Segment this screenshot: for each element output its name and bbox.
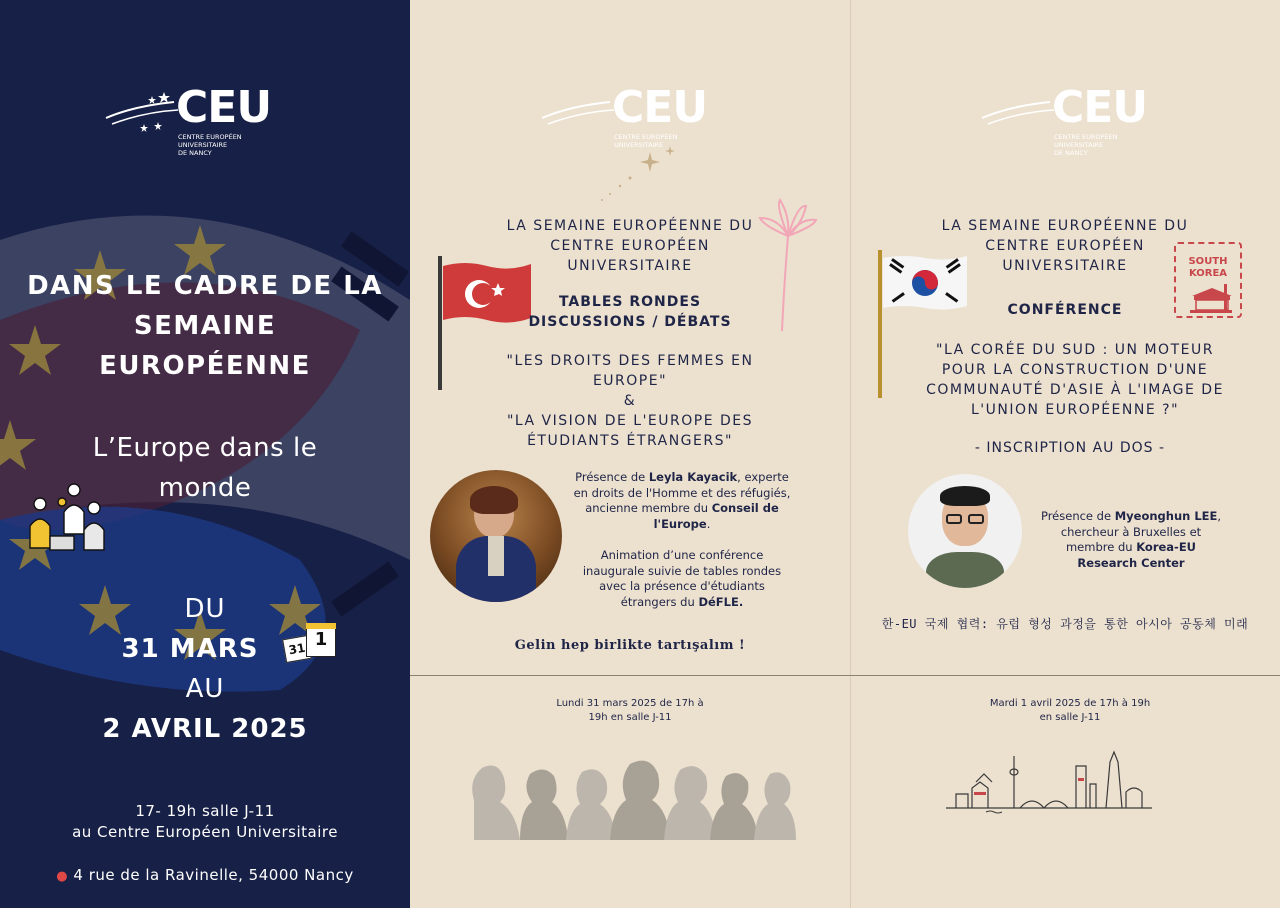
speaker-name: Myeonghun LEE (1114, 509, 1218, 523)
event-heading: LA SEMAINE EUROPÉENNE DU CENTRE EUROPÉEN UNIVERSITAIRE (941, 218, 1189, 274)
flower-decoration (758, 196, 818, 336)
registration-note: - INSCRIPTION AU DOS - (974, 440, 1166, 456)
animation-info: Animation d’une conférence inaugurale suivie de tables rondes avec la présence d'étudiants étrangers du DéFLE. (582, 548, 782, 609)
event-type: TABLES RONDES DISCUSSIONS / DÉBATS (528, 294, 732, 330)
calendar-icon: 31 1 (284, 621, 338, 663)
logo-swoosh-icon (104, 88, 184, 132)
logo-wordmark: CEU (176, 82, 272, 133)
panel-korea (850, 0, 1280, 908)
speaker-photo (430, 470, 562, 602)
women-silhouettes (460, 740, 796, 840)
left-subtitle: L’Europe dans le monde (92, 433, 318, 503)
logo-subtitle-city: DE NANCY (1054, 149, 1088, 157)
logo-subtitle-city: DE NANCY (178, 149, 212, 157)
logo-wordmark: CEU (612, 82, 708, 133)
event-type: CONFÉRENCE (1007, 302, 1123, 318)
logo-wordmark: CEU (1052, 82, 1148, 133)
left-panel (0, 0, 410, 908)
left-dates: DU 31 MARS AU 2 AVRIL 2025 (102, 594, 308, 744)
ceu-logo (980, 82, 1160, 157)
speaker-bio: Présence de Myeonghun LEE, chercheur à Bruxelles et membre du Korea-EU Research Center (1040, 509, 1222, 570)
sparkle-decoration (580, 140, 690, 210)
korean-subtitle: 한-EU 국제 협력: 유럽 형성 과정을 통한 아시아 공동체 미래 (881, 617, 1249, 631)
ceu-logo (104, 82, 284, 157)
panel-turkey (410, 0, 850, 908)
speaker-photo (908, 474, 1022, 588)
left-event-info: 17- 19h salle J-11 au Centre Européen Universitaire (72, 802, 338, 841)
left-title: DANS LE CADRE DE LA SEMAINE EUROPÉENNE (27, 271, 383, 381)
event-footer-date: Mardi 1 avril 2025 de 17h à 19h en salle J-11 (989, 698, 1151, 723)
event-footer-date: Lundi 31 mars 2025 de 17h à 19h en salle J-11 (556, 698, 704, 723)
event-topic: "LA CORÉE DU SUD : UN MOTEUR POUR LA CONSTRUCTION D'UNE COMMUNAUTÉ D'ASIE À L'IMAGE DE L'UNION EUROPÉENNE ?" (926, 342, 1224, 418)
speaker-name: Leyla Kayacik (648, 470, 738, 484)
turkish-slogan: Gelin hep birlikte tartışalım ! (514, 638, 746, 653)
event-heading: LA SEMAINE EUROPÉENNE DU CENTRE EUROPÉEN UNIVERSITAIRE (506, 218, 754, 274)
event-topic: "LES DROITS DES FEMMES EN EUROPE" & "LA VISION DE L'EUROPE DES ÉTUDIANTS ÉTRANGERS" (506, 353, 754, 449)
south-korea-stamp: SOUTH KOREA (1174, 242, 1242, 318)
logo-subtitle: CENTRE EUROPÉEN UNIVERSITAIRE (1054, 133, 1118, 149)
left-address: ● 4 rue de la Ravinelle, 54000 Nancy (56, 866, 354, 884)
logo-swoosh-icon (540, 88, 620, 132)
logo-swoosh-icon (980, 88, 1060, 132)
pin-icon: ● (56, 869, 69, 884)
people-illustration (22, 478, 114, 554)
speaker-bio: Présence de Leyla Kayacik, experte en droits de l'Homme et des réfugiés, ancienne membre du Conseil de l'Europe. (573, 470, 791, 531)
seoul-skyline-illustration (946, 748, 1156, 818)
logo-subtitle: CENTRE EUROPÉEN UNIVERSITAIRE (178, 133, 242, 149)
logo-subtitle: CENTRE EUROPÉEN UNIVERSITAIRE (614, 133, 678, 149)
